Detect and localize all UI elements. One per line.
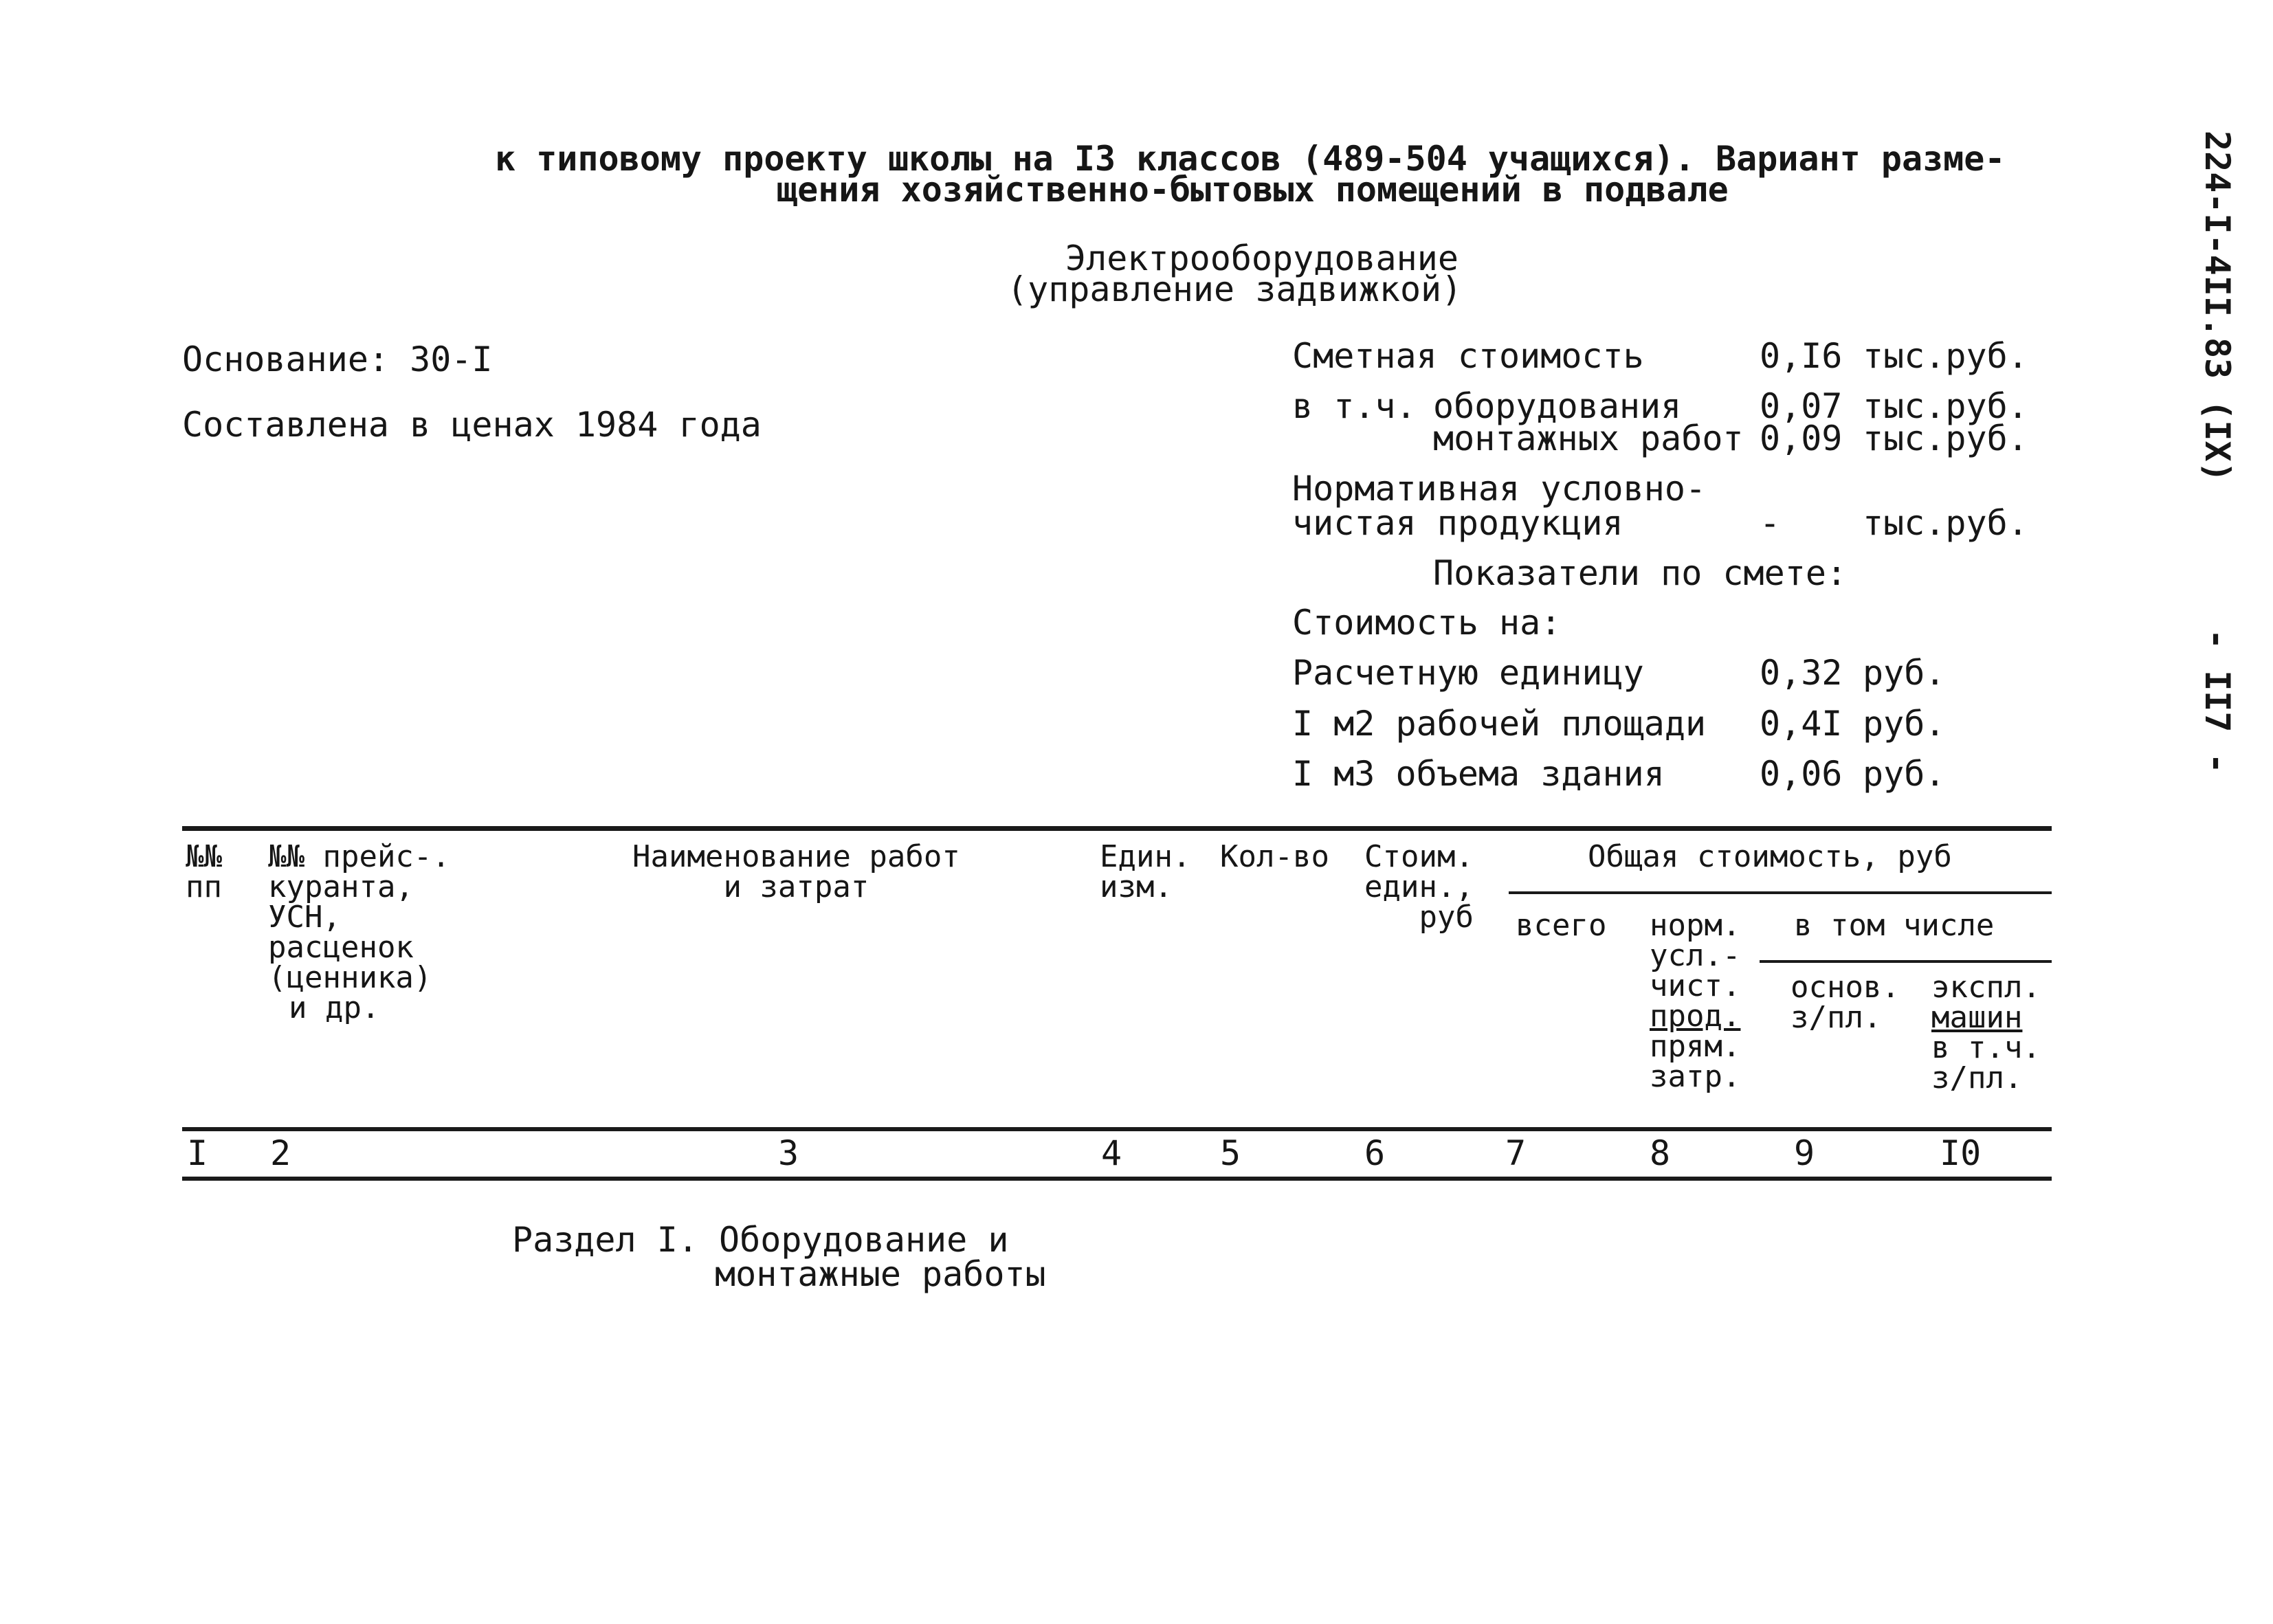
area-cost-label: I м2 рабочей площади [1292, 704, 1707, 744]
equipment-label: оборудования [1433, 386, 1682, 426]
col10-header: экспл. машин в т.ч. з/пл. [1931, 970, 2041, 1095]
col3-header: Наименование работ и затрат [632, 839, 960, 904]
col7-header: всего [1516, 908, 1607, 943]
including-prefix: в т.ч. [1292, 386, 1417, 426]
numbers-bottom-rule [182, 1177, 2052, 1181]
col1-header: №№ пп [186, 839, 222, 904]
equipment-unit: тыс.руб. [1863, 386, 2028, 426]
col-number-4: 4 [1101, 1133, 1122, 1173]
header-line-1: к типовому проекту школы на I3 классов (489-504 учащихся). Вариант разме- [495, 139, 2006, 179]
normative-label-2: чистая продукция [1292, 503, 1623, 543]
installation-unit: тыс.руб. [1863, 419, 2028, 458]
table-top-rule [182, 826, 2052, 831]
equipment-value: 0,07 [1760, 386, 1843, 426]
unit-cost-value: 0,32 [1760, 653, 1843, 693]
col-number-10: I0 [1940, 1133, 1982, 1173]
normative-unit: тыс.руб. [1863, 503, 2028, 543]
volume-cost-value: 0,06 [1760, 754, 1843, 794]
col-number-1: I [187, 1133, 208, 1173]
volume-cost-label: I м3 объема здания [1292, 754, 1665, 794]
including-header: в том числе [1794, 908, 1995, 943]
document-code: 224-I-4II.83 (IX) [2197, 131, 2237, 482]
total-cost-header: Общая стоимость, руб [1588, 839, 1952, 874]
header-line-2: щения хозяйственно-бытовых помещений в подвале [777, 170, 1729, 210]
col-number-6: 6 [1364, 1133, 1386, 1173]
col-number-3: 3 [778, 1133, 799, 1173]
cost-on-label: Стоимость на: [1292, 603, 1562, 643]
col2-header: №№ прейс-. куранта, УСН, расценок (ценника) и др. [268, 839, 450, 1025]
estimated-cost-label: Сметная стоимость [1292, 336, 1644, 376]
section-heading-2: монтажные работы [715, 1254, 1046, 1294]
col4-header: Един. изм. [1100, 839, 1191, 904]
page-number: - II7 - [2197, 629, 2237, 774]
prices-label: Составлена в ценах 1984 года [182, 405, 762, 445]
total-cost-rule [1509, 891, 2052, 894]
col-number-9: 9 [1794, 1133, 1815, 1173]
col6-header: Стоим. един., руб [1364, 839, 1474, 935]
volume-cost-unit: руб. [1863, 754, 1946, 794]
col9-header: основ. з/пл. [1790, 970, 1900, 1035]
basis-label: Основание: 30-I [182, 340, 493, 379]
unit-cost-unit: руб. [1863, 653, 1946, 693]
estimated-cost-unit: тыс.руб. [1863, 336, 2028, 376]
section-title: Электрооборудование [1065, 238, 1459, 278]
section-subtitle: (управление задвижкой) [1007, 269, 1463, 309]
installation-label: монтажных работ [1433, 419, 1744, 458]
col-number-8: 8 [1650, 1133, 1671, 1173]
indicators-title: Показатели по смете: [1433, 553, 1848, 593]
unit-cost-label: Расчетную единицу [1292, 653, 1644, 693]
col-number-2: 2 [270, 1133, 291, 1173]
col-number-5: 5 [1220, 1133, 1241, 1173]
installation-value: 0,09 [1760, 419, 1843, 458]
col5-header: Кол-во [1220, 839, 1329, 874]
col-number-7: 7 [1505, 1133, 1527, 1173]
area-cost-unit: руб. [1863, 704, 1946, 744]
area-cost-value: 0,4I [1760, 704, 1843, 744]
including-rule [1760, 960, 2052, 963]
section-heading-1: Раздел I. Оборудование и [512, 1220, 1009, 1260]
estimated-cost-value: 0,I6 [1760, 336, 1843, 376]
col8-header: норм. усл.- чист. прод. прям. затр. [1650, 908, 1741, 1094]
normative-value: - [1760, 503, 1781, 543]
header-bottom-rule [182, 1127, 2052, 1131]
normative-label-1: Нормативная условно- [1292, 469, 1707, 509]
